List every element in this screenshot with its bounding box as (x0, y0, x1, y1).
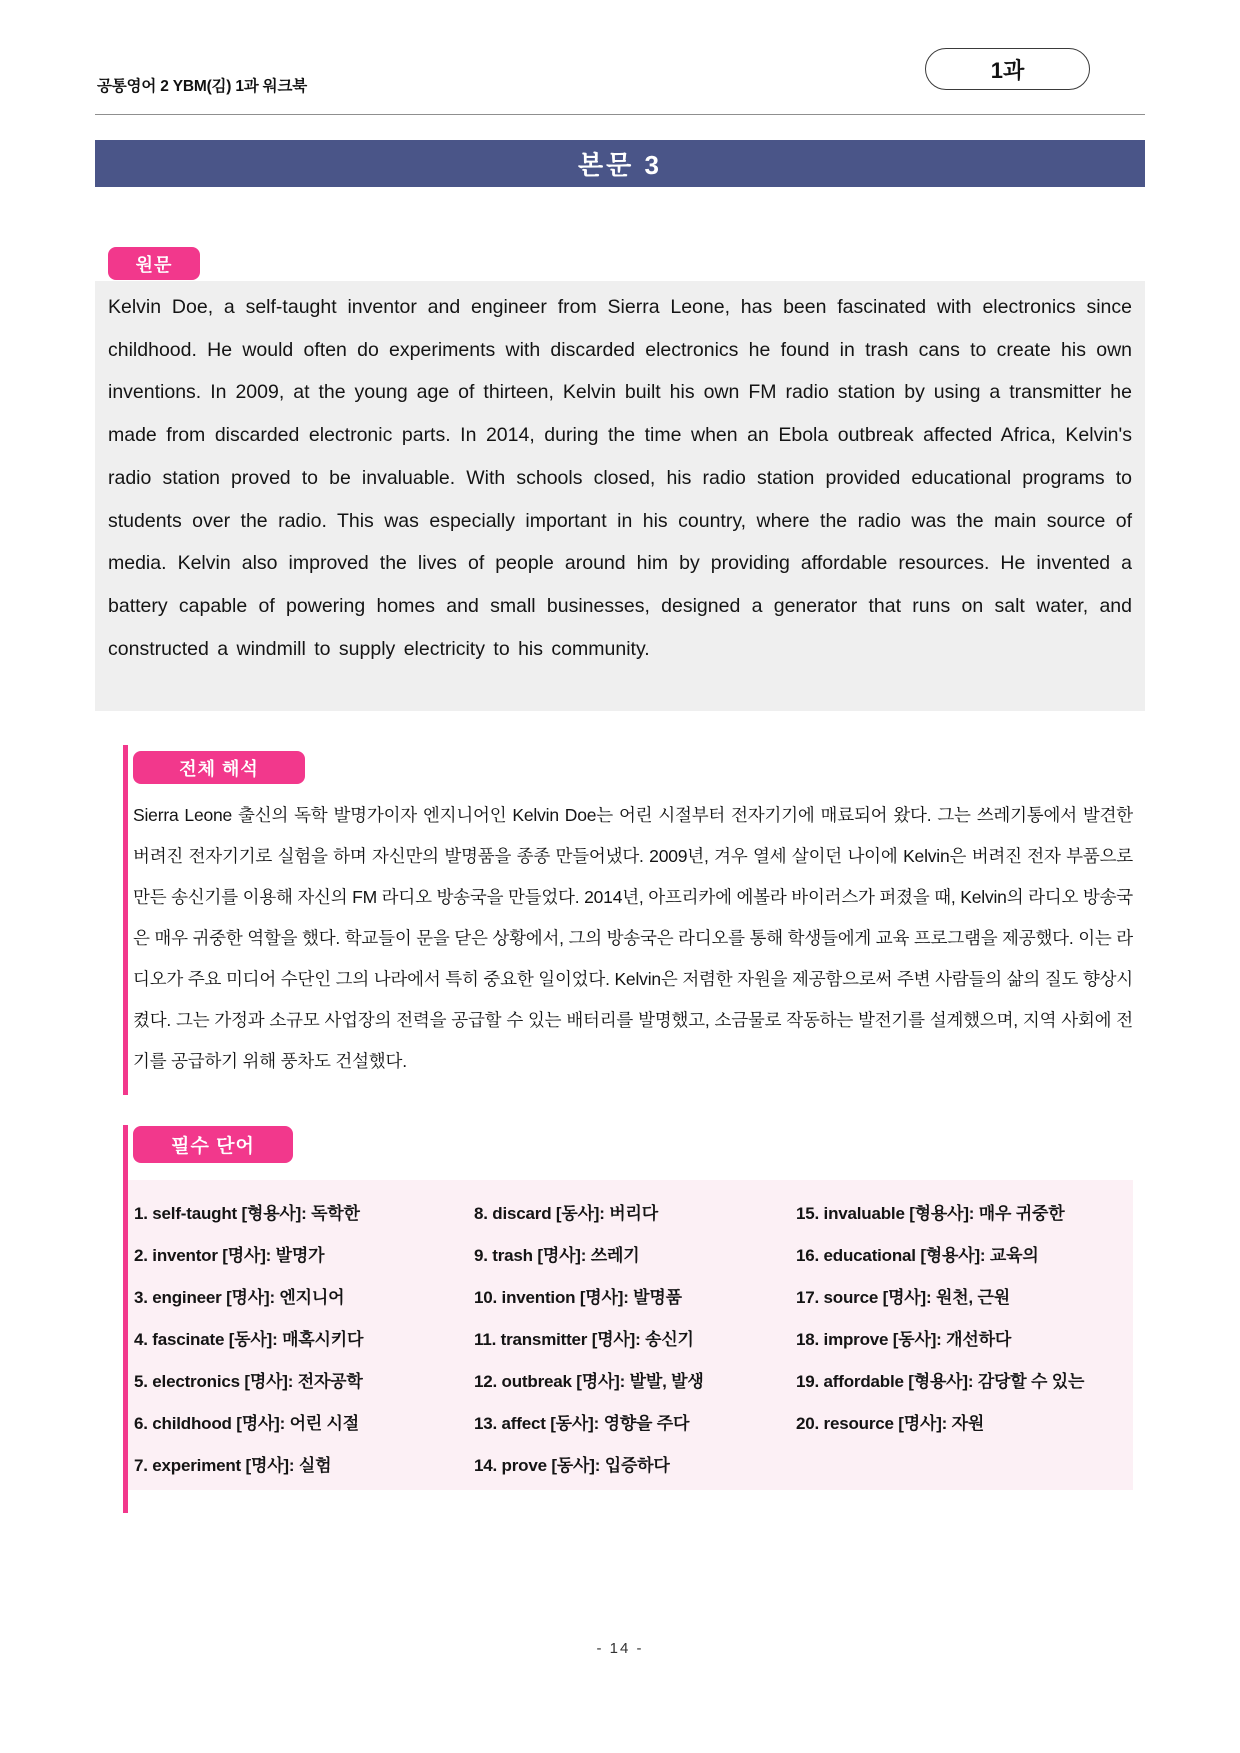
translation-badge (133, 751, 305, 784)
english-passage-box (95, 281, 1145, 711)
vocabulary-column-3 (796, 1190, 1133, 1490)
vocabulary-badge-label: 필수 단어 (171, 1136, 255, 1157)
vocab-item: 4. fascinate [동사]: 매혹시키다 (134, 1329, 364, 1349)
vocabulary-badge (133, 1126, 293, 1163)
vocabulary-column-1 (134, 1190, 474, 1490)
lesson-number-label: 1과 (990, 57, 1025, 83)
page-number: - 14 - (596, 1640, 644, 1657)
vocab-item: 17. source [명사]: 원천, 근원 (796, 1287, 1010, 1307)
english-passage-text: Kelvin Doe, a self-taught inventor and engineer from Sierra Leone, has been fascinated with electronics since childhood. He would often do experiments with discarded electronics he found in trash cans to create his own inventions. In 2009, at the young age of thirteen, Kelvin built his own FM radio station by using a transmitter he made from discarded electronic parts. In 2014, during the time when an Ebola outbreak affected Africa, Kelvin's radio station proved to be invaluable. With schools closed, his radio station provided educational programs to students over the radio. This was especially important in his country, where the radio was the main source of media. Kelvin also improved the lives of people around him by providing affordable resources. He invented a battery capable of powering homes and small businesses, designed a generator that runs on salt water, and constructed a windmill to supply electricity to his community. (108, 296, 1132, 660)
vocab-item: 19. affordable [형용사]: 감당할 수 있는 (796, 1371, 1085, 1391)
vocab-item: 3. engineer [명사]: 엔지니어 (134, 1287, 345, 1307)
vocab-item: 9. trash [명사]: 쓰레기 (474, 1245, 640, 1265)
vocabulary-column-2 (474, 1190, 796, 1490)
vocab-item: 7. experiment [명사]: 실험 (134, 1455, 332, 1475)
korean-translation-text: Sierra Leone 출신의 독학 발명가이자 엔지니어인 Kelvin Doe는 어린 시절부터 전자기기에 매료되어 왔다. 그는 쓰레기통에서 발견한 버려진 전자기기로 실험을 하며 자신만의 발명품을 종종 만들어냈다. 2009년, 겨우 열세 살이던 나이에 Kelvin은 버려진 전자 부품으로 만든 송신기를 이용해 자신의 FM 라디오 방송국을 만들었다. 2014년, 아프리카에 에볼라 바이러스가 퍼졌을 때, Kelvin의 라디오 방송국은 매우 귀중한 역할을 했다. 학교들이 문을 닫은 상황에서, 그의 방송국은 라디오를 통해 학생들에게 교육 프로그램을 제공했다. 이는 라디오가 주요 미디어 수단인 그의 나라에서 특히 중요한 일이었다. Kelvin은 저렴한 자원을 제공함으로써 주변 사람들의 삶의 질도 향상시켰다. 그는 가정과 소규모 사업장의 전력을 공급할 수 있는 배터리를 발명했고, 소금물로 작동하는 발전기를 설계했으며, 지역 사회에 전기를 공급하기 위해 풍차도 건설했다. (133, 805, 1133, 1071)
vocab-item: 10. invention [명사]: 발명품 (474, 1287, 682, 1307)
vocab-item: 8. discard [동사]: 버리다 (474, 1203, 658, 1223)
header-divider (95, 114, 1145, 115)
vocab-item: 1. self-taught [형용사]: 독학한 (134, 1203, 360, 1223)
translation-badge-label: 전체 해석 (179, 758, 259, 779)
vocab-item: 5. electronics [명사]: 전자공학 (134, 1371, 363, 1391)
vocab-item: 2. inventor [명사]: 발명가 (134, 1245, 325, 1265)
vocab-item: 12. outbreak [명사]: 발발, 발생 (474, 1371, 704, 1391)
vocab-item: 14. prove [동사]: 입증하다 (474, 1455, 670, 1475)
vocab-item: 6. childhood [명사]: 어린 시절 (134, 1413, 359, 1433)
section-banner-title: 본문 3 (578, 150, 662, 180)
section-banner (95, 140, 1145, 187)
vocab-item: 13. affect [동사]: 영향을 주다 (474, 1413, 690, 1433)
vocab-item: 16. educational [형용사]: 교육의 (796, 1245, 1039, 1265)
workbook-title: 공통영어 2 YBM(김) 1과 워크북 (97, 78, 307, 95)
translation-section-bar (123, 745, 128, 1095)
vocab-item: 20. resource [명사]: 자원 (796, 1413, 985, 1433)
vocabulary-list-box (128, 1180, 1133, 1490)
lesson-number-badge (925, 48, 1090, 90)
original-text-badge-label: 원문 (135, 254, 173, 275)
original-text-badge (108, 247, 200, 280)
vocab-item: 18. improve [동사]: 개선하다 (796, 1329, 1012, 1349)
vocab-item: 11. transmitter [명사]: 송신기 (474, 1329, 694, 1349)
vocab-item: 15. invaluable [형용사]: 매우 귀중한 (796, 1203, 1065, 1223)
